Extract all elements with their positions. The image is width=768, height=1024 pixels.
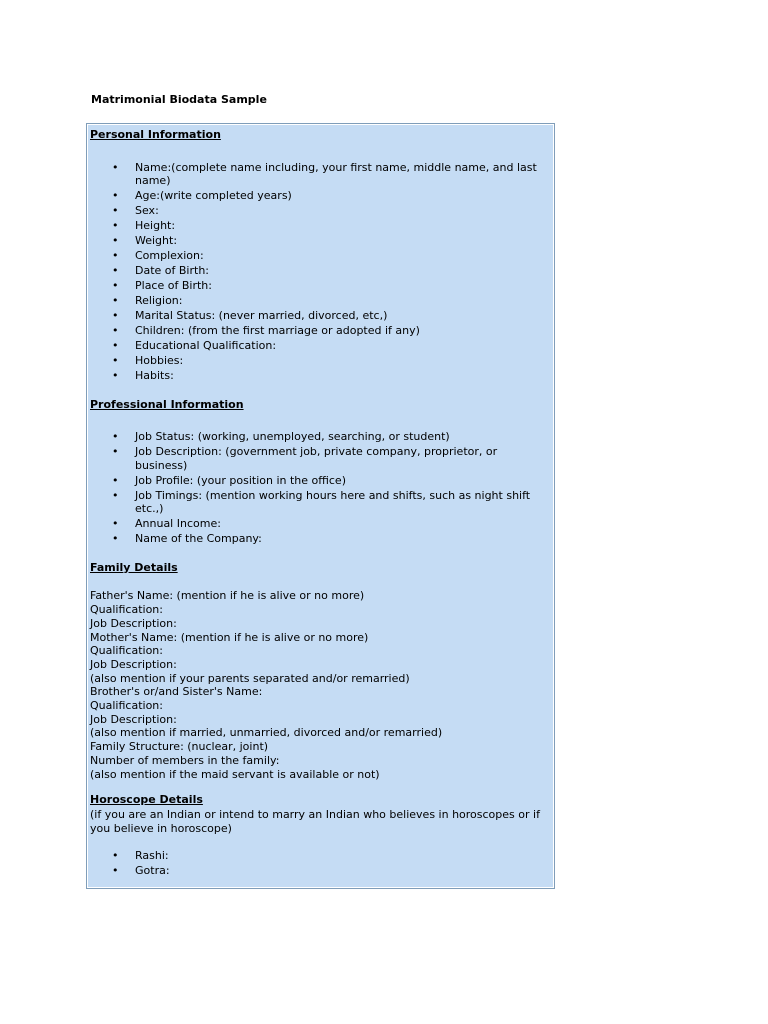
document-title: Matrimonial Biodata Sample <box>91 93 267 106</box>
bullet-icon: • <box>112 368 119 382</box>
bullet-icon: • <box>112 293 119 307</box>
list-item: • Height: <box>112 218 176 232</box>
bullet-icon: • <box>112 323 119 337</box>
list-item: • Children: (from the first marriage or adopted if any) <box>112 323 420 337</box>
text-line: Qualification: <box>90 603 163 617</box>
text-line: Job Description: <box>90 657 177 671</box>
bullet-icon: • <box>112 864 119 878</box>
list-item: • Educational Qualification: <box>112 338 277 352</box>
text-line: (also mention if married, unmarried, divorced and/or remarried) <box>90 726 443 740</box>
bullet-icon: • <box>112 849 119 863</box>
list-item: • Job Profile: (your position in the office) <box>112 473 346 487</box>
personal-information-heading: Personal Information <box>90 128 221 141</box>
bullet-icon: • <box>112 516 119 530</box>
bullet-icon: • <box>112 338 119 352</box>
text-line: (also mention if your parents separated and/or remarried) <box>90 671 410 685</box>
bullet-icon: • <box>112 445 119 459</box>
list-item: • Weight: <box>112 233 178 247</box>
bullet-icon: • <box>112 203 119 217</box>
list-item: • Rashi: <box>112 849 169 863</box>
bullet-icon: • <box>112 353 119 367</box>
list-item: • Habits: <box>112 368 174 382</box>
list-item: • Religion: <box>112 293 183 307</box>
text-line: Qualification: <box>90 699 163 713</box>
horoscope-note: (if you are an Indian or intend to marry an Indian who believes in horoscopes or if you believe in horoscope) <box>90 807 540 835</box>
text-line: Family Structure: (nuclear, joint) <box>90 740 269 754</box>
list-item: • Annual Income: <box>112 516 221 530</box>
list-item: • Age:(write completed years) <box>112 188 292 202</box>
personal-information-list <box>90 161 550 382</box>
bullet-icon: • <box>112 278 119 292</box>
bullet-icon: • <box>112 263 119 277</box>
professional-information-heading: Professional Information <box>90 397 244 411</box>
family-details-lines <box>90 589 550 781</box>
text-line: Number of members in the family: <box>90 753 280 767</box>
text-line: Mother's Name: (mention if he is alive or no more) <box>90 630 369 644</box>
bullet-icon: • <box>112 188 119 202</box>
biodata-content <box>90 128 550 879</box>
text-line: Father's Name: (mention if he is alive or no more) <box>90 589 365 603</box>
list-item: • Hobbies: <box>112 353 184 367</box>
list-item: • Date of Birth: <box>112 263 210 277</box>
list-item: • Marital Status: (never married, divorced, etc,) <box>112 308 388 322</box>
bullet-icon: • <box>112 233 119 247</box>
list-item: • Name:(complete name including, your first name, middle name, and last name) <box>112 160 537 187</box>
text-line: Job Description: <box>90 712 177 726</box>
bullet-icon: • <box>112 308 119 322</box>
list-item: • Place of Birth: <box>112 278 212 292</box>
horoscope-details-list <box>90 849 550 877</box>
text-line: (also mention if the maid servant is available or not) <box>90 767 380 781</box>
professional-information-list <box>90 430 550 545</box>
text-line: Job Description: <box>90 616 177 630</box>
bullet-icon: • <box>112 160 119 174</box>
text-line: Qualification: <box>90 644 163 658</box>
biodata-panel <box>86 123 555 889</box>
list-item: • Job Description: (government job, private company, proprietor, or business) <box>112 445 498 472</box>
bullet-icon: • <box>112 430 119 444</box>
text-line: Brother's or/and Sister's Name: <box>90 685 263 699</box>
horoscope-details-heading: Horoscope Details <box>90 793 203 807</box>
list-item: • Gotra: <box>112 864 170 878</box>
list-item: • Name of the Company: <box>112 531 262 545</box>
bullet-icon: • <box>112 473 119 487</box>
list-item: • Sex: <box>112 203 159 217</box>
list-item: • Job Timings: (mention working hours here and shifts, such as night shift etc.,) <box>112 488 531 515</box>
family-details-heading: Family Details <box>90 560 178 574</box>
bullet-icon: • <box>112 531 119 545</box>
bullet-icon: • <box>112 488 119 502</box>
bullet-icon: • <box>112 248 119 262</box>
list-item: • Job Status: (working, unemployed, searching, or student) <box>112 430 450 444</box>
list-item: • Complexion: <box>112 248 204 262</box>
bullet-icon: • <box>112 218 119 232</box>
